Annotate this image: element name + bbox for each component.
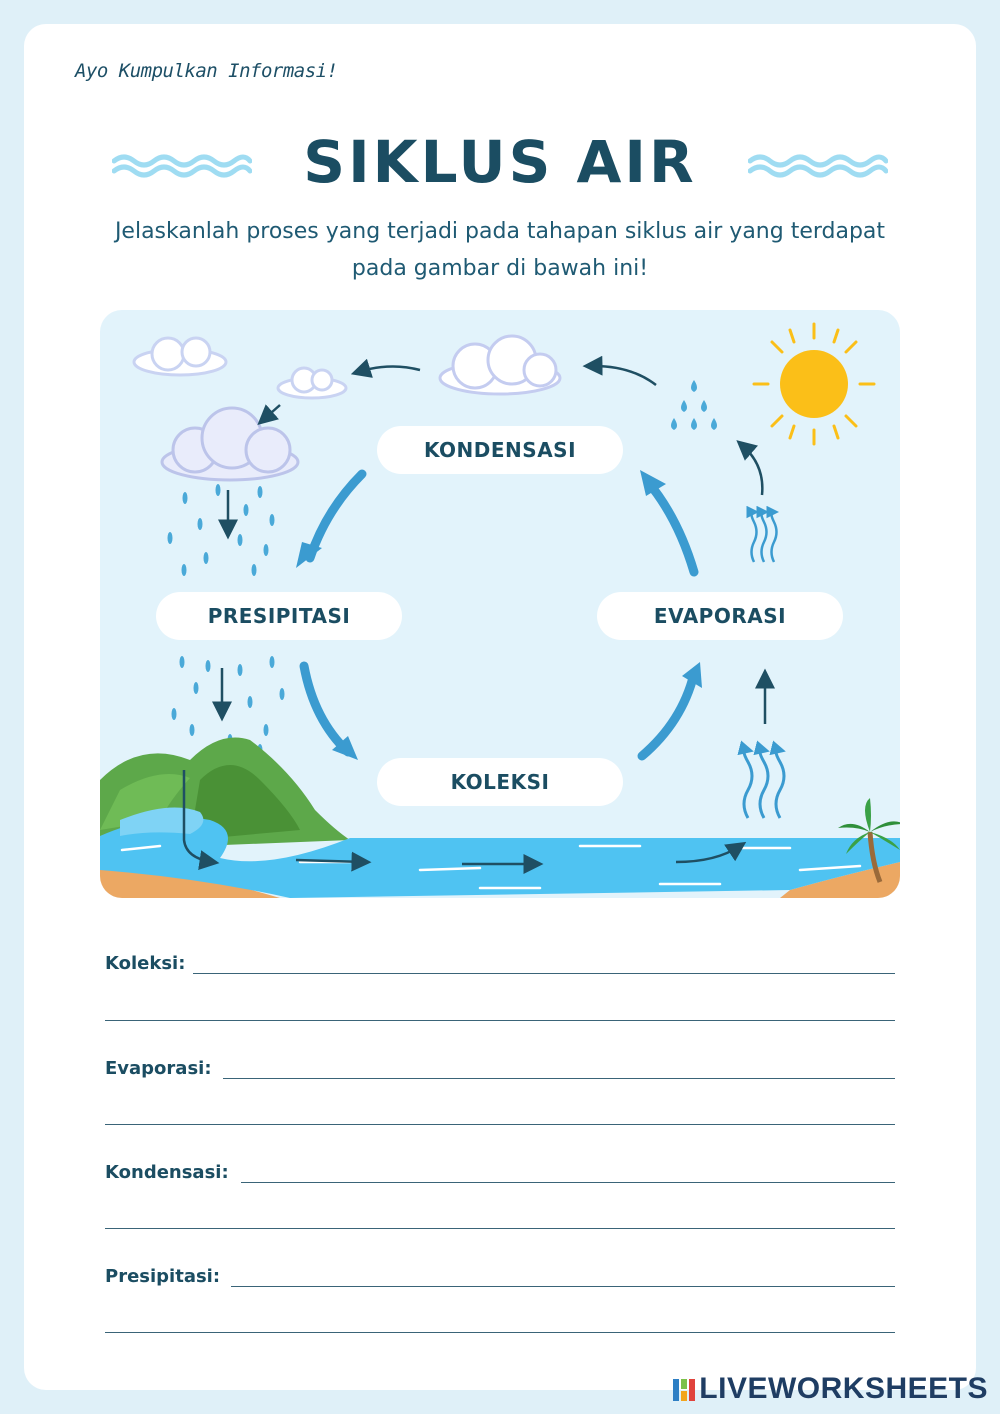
cloud-icon <box>440 336 560 394</box>
arrow-icon <box>742 445 762 495</box>
answer-koleksi <box>105 944 895 974</box>
answer-line <box>241 1182 895 1183</box>
stage-evaporasi: EVAPORASI <box>597 592 843 640</box>
cloud-icon <box>278 368 346 398</box>
liveworksheets-logo-icon <box>673 1379 695 1401</box>
presipitasi-input[interactable] <box>235 1257 895 1285</box>
answer-evaporasi <box>105 1049 895 1079</box>
tagline: Ayo Kumpulkan Informasi! <box>75 60 338 82</box>
evaporation-icon <box>752 512 777 562</box>
answer-line <box>231 1286 895 1287</box>
brand-name: LIVEWORKSHEETS <box>699 1372 988 1405</box>
evaporation-icon <box>744 750 784 818</box>
arrow-icon <box>358 366 420 372</box>
sun-icon <box>754 324 874 444</box>
label-evaporasi: Evaporasi: <box>105 1058 218 1079</box>
wave-right-icon <box>748 152 888 178</box>
stage-kondensasi: KONDENSASI <box>377 426 623 474</box>
droplets-icon <box>671 380 717 430</box>
page-title: SIKLUS AIR <box>303 128 697 196</box>
arrow-icon <box>590 366 656 385</box>
wave-left-icon <box>112 152 252 178</box>
koleksi-input[interactable] <box>197 944 895 972</box>
answer-line <box>105 1332 895 1333</box>
arrow-icon <box>263 405 280 420</box>
cloud-icon <box>134 338 226 375</box>
label-presipitasi: Presipitasi: <box>105 1266 226 1287</box>
label-kondensasi: Kondensasi: <box>105 1162 235 1183</box>
answer-line <box>105 1124 895 1125</box>
answer-presipitasi <box>105 1257 895 1287</box>
answer-line <box>105 1020 895 1021</box>
rain-cloud-icon <box>162 408 298 480</box>
answer-line <box>105 1228 895 1229</box>
answer-line <box>193 973 895 974</box>
kondensasi-input[interactable] <box>245 1153 895 1181</box>
stage-koleksi: KOLEKSI <box>377 758 623 806</box>
answer-line <box>223 1078 895 1079</box>
evaporasi-input[interactable] <box>227 1049 895 1077</box>
stage-presipitasi: PRESIPITASI <box>156 592 402 640</box>
label-koleksi: Koleksi: <box>105 953 191 974</box>
answer-kondensasi <box>105 1153 895 1183</box>
water-cycle-diagram <box>100 310 900 898</box>
liveworksheets-brand <box>673 1372 988 1406</box>
instruction-text: Jelaskanlah proses yang terjadi pada tahapan siklus air yang terdapat pada gambar di bawah ini! <box>114 219 886 281</box>
